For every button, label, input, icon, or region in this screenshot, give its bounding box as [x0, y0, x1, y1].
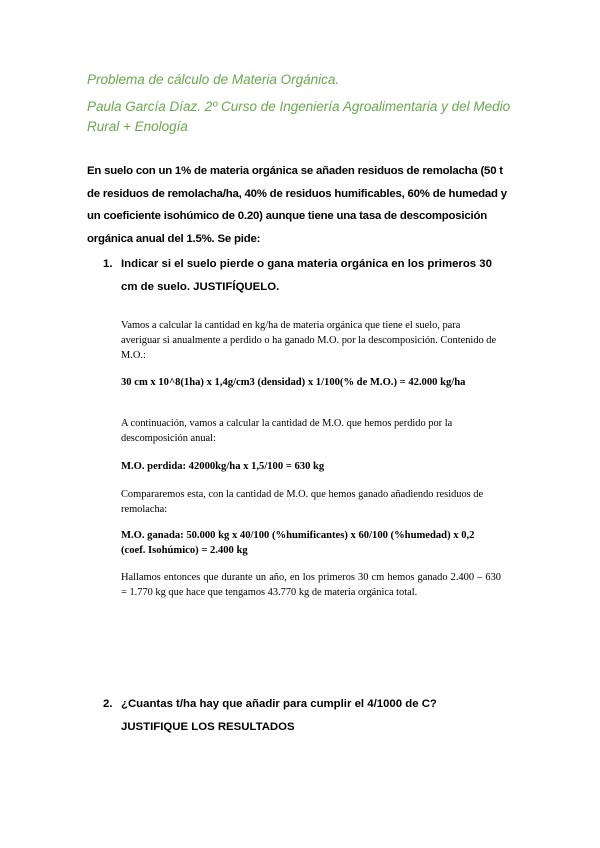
question-1-number: 1. [103, 258, 113, 270]
author-line: Paula García Díaz. 2º Curso de Ingeniería Agroalimentaria y del Medio Rural + Enología [87, 99, 511, 134]
question-2-number: 2. [103, 698, 113, 710]
answer-paragraph-1: Vamos a calcular la cantidad en kg/ha de materia orgánica que tiene el suelo, para averiguar si anualmente a perdido o ha ganado M.O. por la descomposición. Contenido de M.O.: [121, 320, 497, 361]
answer-conclusion: Hallamos entonces que durante un año, en los primeros 30 cm hemos ganado 2.400 – 630 = 1.770 kg que hace que tengamos 43.770 kg de materia orgánica total. [121, 572, 501, 598]
question-2-text: ¿Cuantas t/ha hay que añadir para cumplir el 4/1000 de C? JUSTIFIQUE LOS RESULTADOS [121, 698, 437, 733]
document-title: Problema de cálculo de Materia Orgánica. [87, 72, 340, 87]
calculation-mo-content: 30 cm x 10^8(1ha) x 1,4g/cm3 (densidad) x 1/100(% de M.O.) = 42.000 kg/ha [121, 377, 466, 388]
question-1-text: Indicar si el suelo pierde o gana materia orgánica en los primeros 30 cm de suelo. JUSTIFÍQUELO. [121, 258, 492, 293]
answer-paragraph-2: A continuación, vamos a calcular la cantidad de M.O. que hemos perdido por la descomposición anual: [121, 418, 453, 444]
problem-statement: En suelo con un 1% de materia orgánica se añaden residuos de remolacha (50 t de residuos de remolacha/ha, 40% de residuos humificables, 60% de humedad y un coeficiente isohúmico de 0.20) aunque tiene una tasa de descomposición orgánica anual del 1.5%. Se pide: [87, 165, 507, 245]
calculation-mo-lost: M.O. perdida: 42000kg/ha x 1,5/100 = 630 kg [121, 461, 325, 472]
calculation-mo-gained: M.O. ganada: 50.000 kg x 40/100 (%humificantes) x 60/100 (%humedad) x 0,2 (coef. Isohúmico) = 2.400 kg [121, 530, 475, 556]
answer-paragraph-3: Compararemos esta, con la cantidad de M.O. que hemos ganado añadiendo residuos de remolacha: [121, 489, 484, 515]
